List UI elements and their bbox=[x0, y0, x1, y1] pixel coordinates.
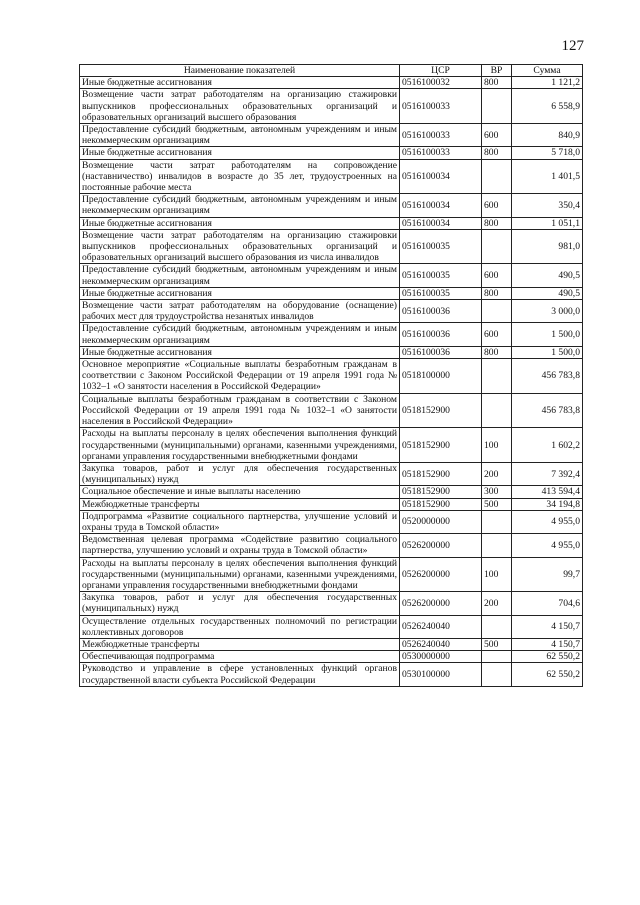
row-name-cell: Закупка товаров, работ и услуг для обеспечения государственных (муниципальных) нужд bbox=[80, 462, 400, 485]
row-sum-cell: 4 150,7 bbox=[512, 638, 583, 650]
row-csr-cell: 0516100034 bbox=[400, 217, 482, 229]
row-name-cell: Расходы на выплаты персоналу в целях обеспечения выполнения функций государственными (муниципальными) органами, казенными учреждениями, органами управления государственными внебюджетными фондами bbox=[80, 428, 400, 463]
row-csr-cell: 0516100033 bbox=[400, 89, 482, 124]
table-row bbox=[80, 462, 583, 485]
row-sum-cell: 1 051,1 bbox=[512, 217, 583, 229]
table-row bbox=[80, 217, 583, 229]
row-name-cell: Основное мероприятие «Социальные выплаты безработным гражданам в соответствии с Законом Российской Федерации от 19 апреля 1991 года № 1032–1 «О занятости населения в Российской Федерации» bbox=[80, 359, 400, 394]
table-header-row bbox=[80, 65, 583, 77]
row-sum-cell: 5 718,0 bbox=[512, 147, 583, 159]
row-sum-cell: 4 955,0 bbox=[512, 510, 583, 533]
row-vr-cell: 600 bbox=[482, 194, 512, 217]
page-number: 127 bbox=[561, 38, 584, 54]
row-name-cell: Руководство и управление в сфере установленных функций органов государственной власти субъекта Российской Федерации bbox=[80, 663, 400, 686]
row-sum-cell: 413 594,4 bbox=[512, 486, 583, 498]
row-name-cell: Иные бюджетные ассигнования bbox=[80, 147, 400, 159]
table-row bbox=[80, 89, 583, 124]
table-row bbox=[80, 428, 583, 463]
row-csr-cell: 0520000000 bbox=[400, 510, 482, 533]
row-vr-cell: 200 bbox=[482, 592, 512, 615]
row-vr-cell: 500 bbox=[482, 638, 512, 650]
row-vr-cell bbox=[482, 300, 512, 323]
row-name-cell: Межбюджетные трансферты bbox=[80, 638, 400, 650]
row-vr-cell bbox=[482, 229, 512, 264]
row-csr-cell: 0516100035 bbox=[400, 229, 482, 264]
row-vr-cell: 600 bbox=[482, 264, 512, 287]
row-vr-cell: 800 bbox=[482, 346, 512, 358]
row-csr-cell: 0526200000 bbox=[400, 534, 482, 557]
row-vr-cell: 100 bbox=[482, 428, 512, 463]
row-csr-cell: 0516100033 bbox=[400, 124, 482, 147]
row-vr-cell bbox=[482, 651, 512, 663]
row-name-cell: Предоставление субсидий бюджетным, автономным учреждениям и иным некоммерческим организациям bbox=[80, 194, 400, 217]
table-row bbox=[80, 615, 583, 638]
row-sum-cell: 1 121,2 bbox=[512, 77, 583, 89]
row-name-cell: Социальное обеспечение и иные выплаты населению bbox=[80, 486, 400, 498]
row-csr-cell: 0526240040 bbox=[400, 638, 482, 650]
table-row bbox=[80, 194, 583, 217]
row-name-cell: Иные бюджетные ассигнования bbox=[80, 217, 400, 229]
row-sum-cell: 99,7 bbox=[512, 557, 583, 592]
row-vr-cell: 500 bbox=[482, 498, 512, 510]
table-row bbox=[80, 124, 583, 147]
row-sum-cell: 3 000,0 bbox=[512, 300, 583, 323]
row-name-cell: Возмещение части затрат работодателям на оборудование (оснащение) рабочих мест для трудоустройства незанятых инвалидов bbox=[80, 300, 400, 323]
row-csr-cell: 0516100034 bbox=[400, 194, 482, 217]
table-row bbox=[80, 592, 583, 615]
row-vr-cell bbox=[482, 615, 512, 638]
row-sum-cell: 1 602,2 bbox=[512, 428, 583, 463]
row-csr-cell: 0516100036 bbox=[400, 346, 482, 358]
row-csr-cell: 0530100000 bbox=[400, 663, 482, 686]
table-row bbox=[80, 300, 583, 323]
table-row bbox=[80, 557, 583, 592]
table-row bbox=[80, 534, 583, 557]
table-row bbox=[80, 346, 583, 358]
row-name-cell: Предоставление субсидий бюджетным, автономным учреждениям и иным некоммерческим организациям bbox=[80, 124, 400, 147]
row-name-cell: Закупка товаров, работ и услуг для обеспечения государственных (муниципальных) нужд bbox=[80, 592, 400, 615]
row-name-cell: Иные бюджетные ассигнования bbox=[80, 346, 400, 358]
budget-table bbox=[79, 64, 583, 687]
header-vr: ВР bbox=[482, 65, 512, 77]
row-sum-cell: 6 558,9 bbox=[512, 89, 583, 124]
row-vr-cell: 200 bbox=[482, 462, 512, 485]
table-row bbox=[80, 264, 583, 287]
row-csr-cell: 0526200000 bbox=[400, 592, 482, 615]
row-name-cell: Предоставление субсидий бюджетным, автономным учреждениям и иным некоммерческим организациям bbox=[80, 323, 400, 346]
table-row bbox=[80, 498, 583, 510]
row-sum-cell: 4 955,0 bbox=[512, 534, 583, 557]
row-name-cell: Иные бюджетные ассигнования bbox=[80, 287, 400, 299]
table-row bbox=[80, 147, 583, 159]
row-sum-cell: 490,5 bbox=[512, 264, 583, 287]
row-sum-cell: 1 401,5 bbox=[512, 159, 583, 194]
table-row bbox=[80, 159, 583, 194]
row-vr-cell bbox=[482, 534, 512, 557]
table-row bbox=[80, 77, 583, 89]
row-sum-cell: 704,6 bbox=[512, 592, 583, 615]
row-name-cell: Возмещение части затрат работодателям на организацию стажировки выпускников профессиональных образовательных организаций и образовательных организаций высшего образования из числа инвалидов bbox=[80, 229, 400, 264]
row-csr-cell: 0516100035 bbox=[400, 264, 482, 287]
table-row bbox=[80, 638, 583, 650]
table-row bbox=[80, 323, 583, 346]
row-csr-cell: 0530000000 bbox=[400, 651, 482, 663]
row-csr-cell: 0518152900 bbox=[400, 486, 482, 498]
row-vr-cell: 800 bbox=[482, 287, 512, 299]
row-csr-cell: 0518152900 bbox=[400, 498, 482, 510]
table-row bbox=[80, 359, 583, 394]
table-row bbox=[80, 287, 583, 299]
row-csr-cell: 0516100033 bbox=[400, 147, 482, 159]
row-vr-cell: 600 bbox=[482, 124, 512, 147]
row-vr-cell bbox=[482, 89, 512, 124]
header-csr: ЦСР bbox=[400, 65, 482, 77]
row-sum-cell: 62 550,2 bbox=[512, 651, 583, 663]
table-row bbox=[80, 510, 583, 533]
row-csr-cell: 0526200000 bbox=[400, 557, 482, 592]
row-name-cell: Иные бюджетные ассигнования bbox=[80, 77, 400, 89]
row-vr-cell: 600 bbox=[482, 323, 512, 346]
table-row bbox=[80, 486, 583, 498]
row-sum-cell: 840,9 bbox=[512, 124, 583, 147]
row-vr-cell bbox=[482, 393, 512, 428]
row-sum-cell: 62 550,2 bbox=[512, 663, 583, 686]
row-name-cell: Осуществление отдельных государственных полномочий по регистрации коллективных договоров bbox=[80, 615, 400, 638]
row-vr-cell: 800 bbox=[482, 77, 512, 89]
row-sum-cell: 981,0 bbox=[512, 229, 583, 264]
table-row bbox=[80, 663, 583, 686]
row-vr-cell: 800 bbox=[482, 147, 512, 159]
row-name-cell: Ведомственная целевая программа «Содействие развитию социального партнерства, улучшению условий и охраны труда в Томской области» bbox=[80, 534, 400, 557]
row-csr-cell: 0516100036 bbox=[400, 323, 482, 346]
row-name-cell: Предоставление субсидий бюджетным, автономным учреждениям и иным некоммерческим организациям bbox=[80, 264, 400, 287]
table-body bbox=[80, 77, 583, 687]
row-vr-cell bbox=[482, 159, 512, 194]
row-vr-cell: 300 bbox=[482, 486, 512, 498]
row-sum-cell: 456 783,8 bbox=[512, 393, 583, 428]
row-csr-cell: 0518100000 bbox=[400, 359, 482, 394]
row-sum-cell: 7 392,4 bbox=[512, 462, 583, 485]
row-name-cell: Подпрограмма «Развитие социального партнерства, улучшение условий и охраны труда в Томской области» bbox=[80, 510, 400, 533]
row-sum-cell: 490,5 bbox=[512, 287, 583, 299]
row-vr-cell bbox=[482, 359, 512, 394]
header-sum: Сумма bbox=[512, 65, 583, 77]
table-row bbox=[80, 229, 583, 264]
row-sum-cell: 1 500,0 bbox=[512, 346, 583, 358]
table-row bbox=[80, 393, 583, 428]
row-csr-cell: 0516100036 bbox=[400, 300, 482, 323]
row-name-cell: Возмещение части затрат работодателям на сопровождение (наставничество) инвалидов в возрасте до 35 лет, трудоустроенных на постоянные рабочие места bbox=[80, 159, 400, 194]
row-name-cell: Возмещение части затрат работодателям на организацию стажировки выпускников профессиональных образовательных организаций и образовательных организаций высшего образования bbox=[80, 89, 400, 124]
row-name-cell: Обеспечивающая подпрограмма bbox=[80, 651, 400, 663]
row-csr-cell: 0516100035 bbox=[400, 287, 482, 299]
row-vr-cell bbox=[482, 663, 512, 686]
row-name-cell: Межбюджетные трансферты bbox=[80, 498, 400, 510]
row-sum-cell: 456 783,8 bbox=[512, 359, 583, 394]
header-name: Наименование показателей bbox=[80, 65, 400, 77]
row-vr-cell: 800 bbox=[482, 217, 512, 229]
table-row bbox=[80, 651, 583, 663]
row-name-cell: Расходы на выплаты персоналу в целях обеспечения выполнения функций государственными (муниципальными) органами, казенными учреждениями, органами управления государственными внебюджетными фондами bbox=[80, 557, 400, 592]
row-vr-cell bbox=[482, 510, 512, 533]
row-sum-cell: 4 150,7 bbox=[512, 615, 583, 638]
row-name-cell: Социальные выплаты безработным гражданам в соответствии с Законом Российской Федерации от 19 апреля 1991 года № 1032–1 «О занятости населения в Российской Федерации» bbox=[80, 393, 400, 428]
row-vr-cell: 100 bbox=[482, 557, 512, 592]
row-csr-cell: 0518152900 bbox=[400, 393, 482, 428]
row-csr-cell: 0526240040 bbox=[400, 615, 482, 638]
row-csr-cell: 0516100032 bbox=[400, 77, 482, 89]
row-sum-cell: 350,4 bbox=[512, 194, 583, 217]
row-csr-cell: 0518152900 bbox=[400, 428, 482, 463]
row-sum-cell: 1 500,0 bbox=[512, 323, 583, 346]
row-csr-cell: 0516100034 bbox=[400, 159, 482, 194]
row-sum-cell: 34 194,8 bbox=[512, 498, 583, 510]
row-csr-cell: 0518152900 bbox=[400, 462, 482, 485]
